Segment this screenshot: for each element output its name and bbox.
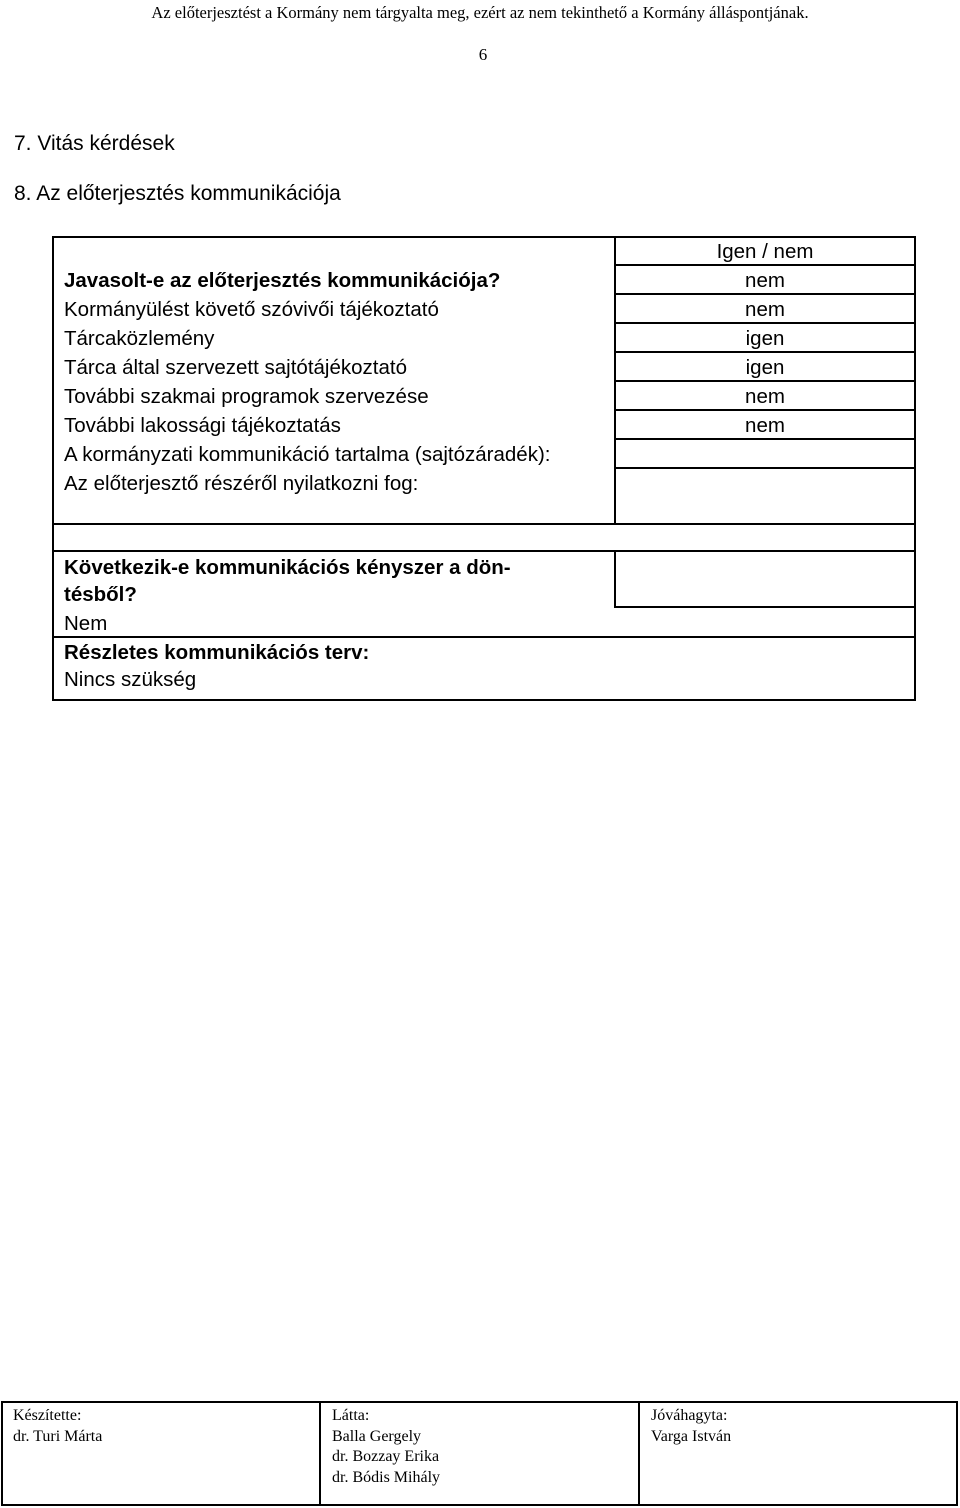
answer-value: igen [745, 327, 785, 350]
answer-value: igen [745, 356, 785, 379]
answer-value: nem [745, 269, 785, 292]
prepared-by-cell [13, 1403, 313, 1504]
signature-footer [1, 1401, 958, 1506]
spokesperson-label: Az előterjesztő részéről nyilatkozni fog: [64, 472, 419, 495]
footer-divider [319, 1403, 321, 1504]
table-divider [52, 523, 916, 525]
answer-value: nem [745, 414, 785, 437]
seen-name: dr. Bódis Mihály [332, 1468, 441, 1486]
disclaimer-header: Az előterjesztést a Kormány nem tárgyalta meg, ezért az nem tekinthető a Kormány álláspontjának. [151, 3, 809, 22]
table-divider [52, 550, 916, 552]
approved-label: Jóváhagyta: [651, 1407, 728, 1424]
answer-value: nem [745, 298, 785, 321]
compulsion-question: Következik-e kommunikációs kényszer a dön- [64, 556, 511, 579]
table-row-label: Tárcaközlemény [64, 327, 215, 350]
seen-by-cell [332, 1403, 632, 1504]
recommendation-question: Javasolt-e az előterjesztés kommunikációja? [64, 269, 501, 292]
prepared-name: dr. Turi Márta [13, 1427, 103, 1445]
prepared-label: Készítette: [13, 1407, 82, 1424]
answer-value: nem [745, 385, 785, 408]
seen-label: Látta: [332, 1407, 370, 1424]
press-clause-label: A kormányzati kommunikáció tartalma (sajtózáradék): [64, 443, 551, 466]
footer-divider [638, 1403, 640, 1504]
seen-name: Balla Gergely [332, 1427, 422, 1445]
plan-value: Nincs szükség [64, 668, 197, 691]
approved-by-cell [651, 1403, 951, 1504]
plan-label: Részletes kommunikációs terv: [64, 641, 370, 664]
page-number: 6 [478, 45, 488, 64]
approved-name: Varga István [651, 1427, 732, 1445]
answer-column-header: Igen / nem [716, 240, 814, 263]
section-heading-8: 8. Az előterjesztés kommunikációja [14, 182, 341, 205]
table-row-label: Kormányülést követő szóvivői tájékoztató [64, 298, 439, 321]
table-row-label: További lakossági tájékoztatás [64, 414, 341, 437]
table-row-label: További szakmai programok szervezése [64, 385, 429, 408]
seen-name: dr. Bozzay Erika [332, 1448, 440, 1465]
compulsion-answer: Nem [64, 612, 108, 635]
section-heading-7: 7. Vitás kérdések [14, 132, 175, 155]
table-row-label: Tárca által szervezett sajtótájékoztató [64, 356, 407, 379]
table-column-divider [614, 550, 616, 608]
table-divider [615, 467, 916, 469]
compulsion-question-cont: tésből? [64, 583, 137, 606]
table-divider [615, 606, 916, 608]
